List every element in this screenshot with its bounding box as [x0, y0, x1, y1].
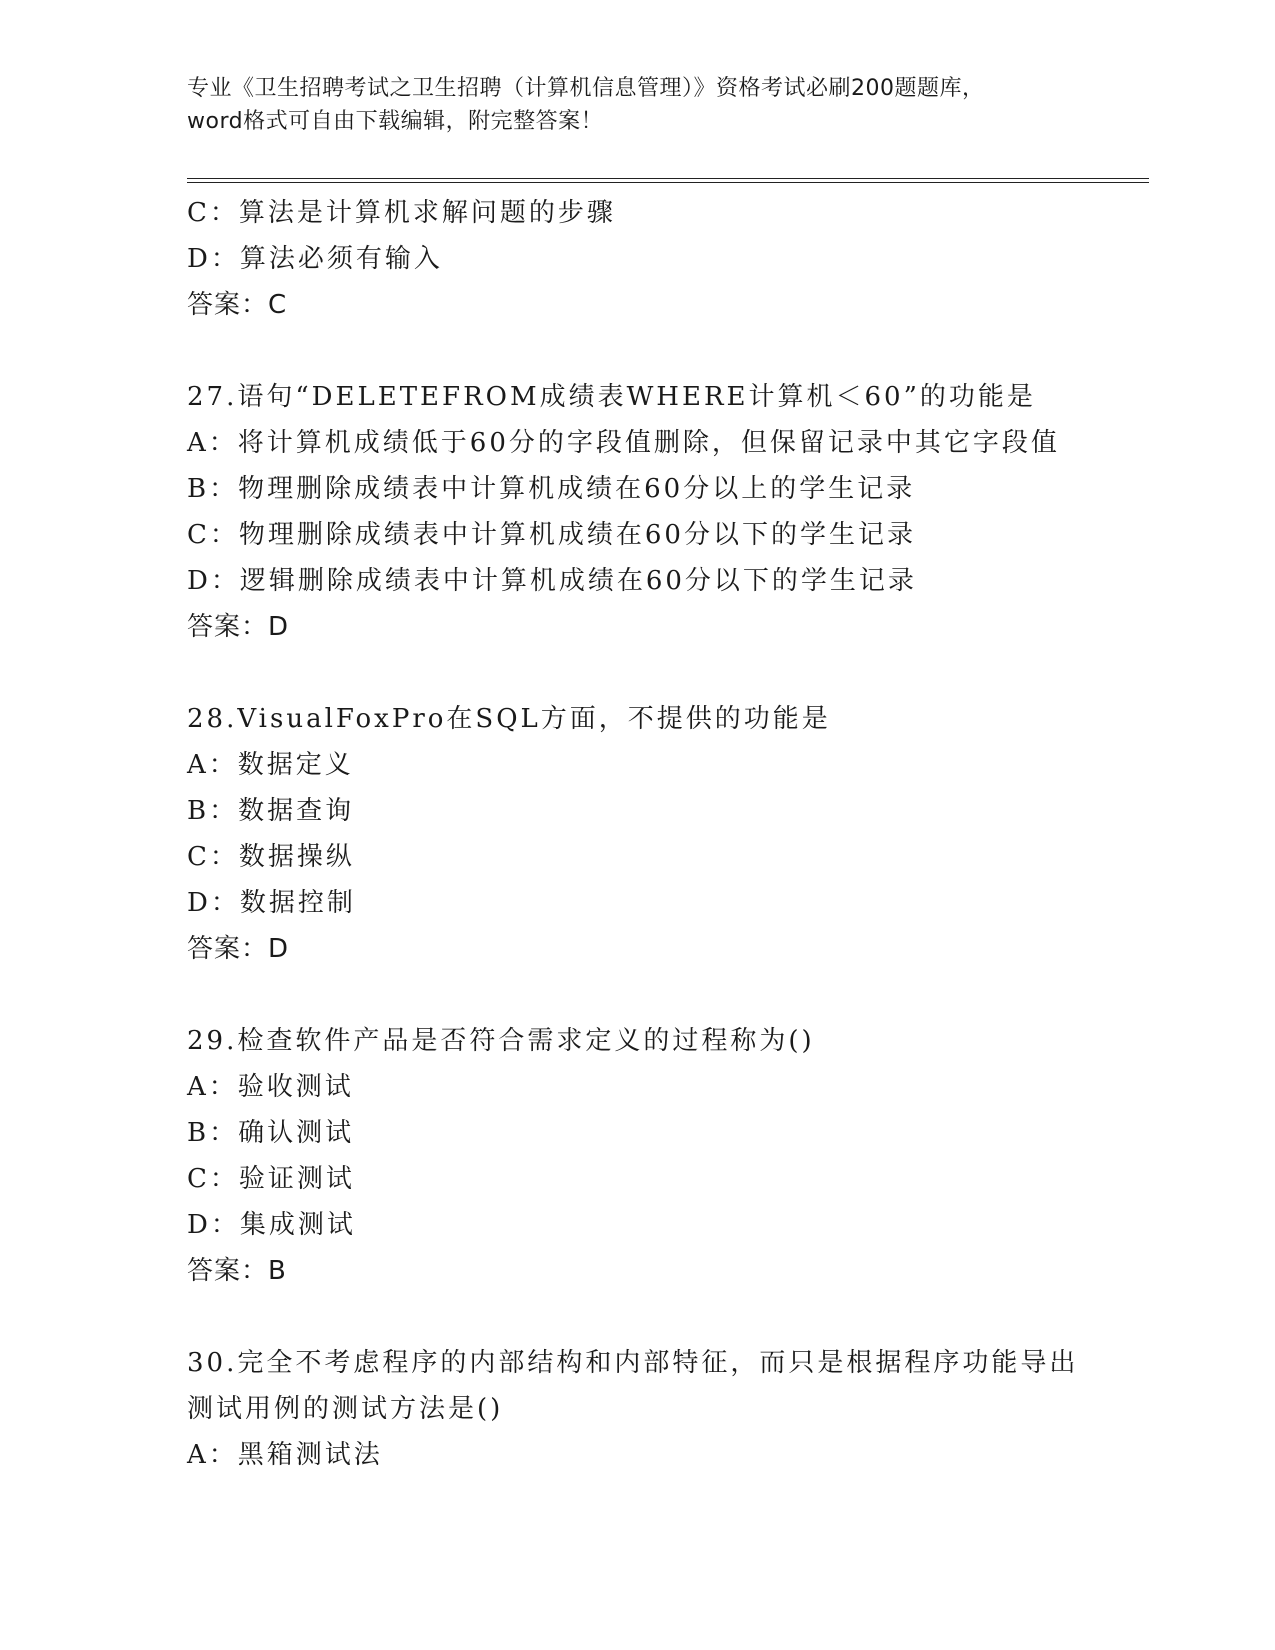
spacer [187, 972, 1147, 1018]
question-list [187, 190, 1147, 1478]
option-a: A：验收测试 [187, 1072, 354, 1102]
option-c: C：算法是计算机求解问题的步骤 [187, 198, 616, 228]
question-stem-line-2: 测试用例的测试方法是() [187, 1394, 504, 1424]
option-a: A：将计算机成绩低于60分的字段值删除，但保留记录中其它字段值 [187, 428, 1060, 458]
option-b: B：物理删除成绩表中计算机成绩在60分以上的学生记录 [187, 474, 916, 504]
header-divider-top [187, 178, 1149, 179]
question-27 [187, 374, 1147, 650]
question-29 [187, 1018, 1147, 1294]
answer-line: 答案：C [187, 290, 288, 320]
spacer [187, 650, 1147, 696]
answer-line: 答案：B [187, 1256, 287, 1286]
option-c: C：数据操纵 [187, 842, 355, 872]
option-a: A：数据定义 [187, 750, 354, 780]
option-d: D：集成测试 [187, 1210, 356, 1240]
option-d: D：算法必须有输入 [187, 244, 443, 274]
header-line-2: word格式可自由下载编辑，附完整答案！ [187, 109, 604, 134]
question-30 [187, 1340, 1147, 1478]
spacer [187, 1294, 1147, 1340]
question-stem: 29.检查软件产品是否符合需求定义的过程称为() [187, 1026, 815, 1056]
header-divider-bottom [187, 182, 1149, 183]
question-stem: 28.VisualFoxPro在SQL方面，不提供的功能是 [187, 704, 831, 734]
option-b: B：数据查询 [187, 796, 355, 826]
option-b: B：确认测试 [187, 1118, 355, 1148]
question-stem: 27.语句“DELETEFROM成绩表WHERE计算机＜60”的功能是 [187, 382, 1036, 412]
header-line-1: 专业《卫生招聘考试之卫生招聘（计算机信息管理）》资格考试必刷200题题库， [187, 76, 985, 101]
answer-line: 答案：D [187, 934, 290, 964]
answer-line: 答案：D [187, 612, 290, 642]
option-a: A：黑箱测试法 [187, 1440, 383, 1470]
document-header [187, 72, 1087, 138]
option-d: D：逻辑删除成绩表中计算机成绩在60分以下的学生记录 [187, 566, 917, 596]
spacer [187, 328, 1147, 374]
question-28 [187, 696, 1147, 972]
option-d: D：数据控制 [187, 888, 356, 918]
option-c: C：物理删除成绩表中计算机成绩在60分以下的学生记录 [187, 520, 916, 550]
question-26-continuation [187, 190, 1147, 328]
option-c: C：验证测试 [187, 1164, 355, 1194]
question-stem-line-1: 30.完全不考虑程序的内部结构和内部特征，而只是根据程序功能导出 [187, 1348, 1079, 1378]
